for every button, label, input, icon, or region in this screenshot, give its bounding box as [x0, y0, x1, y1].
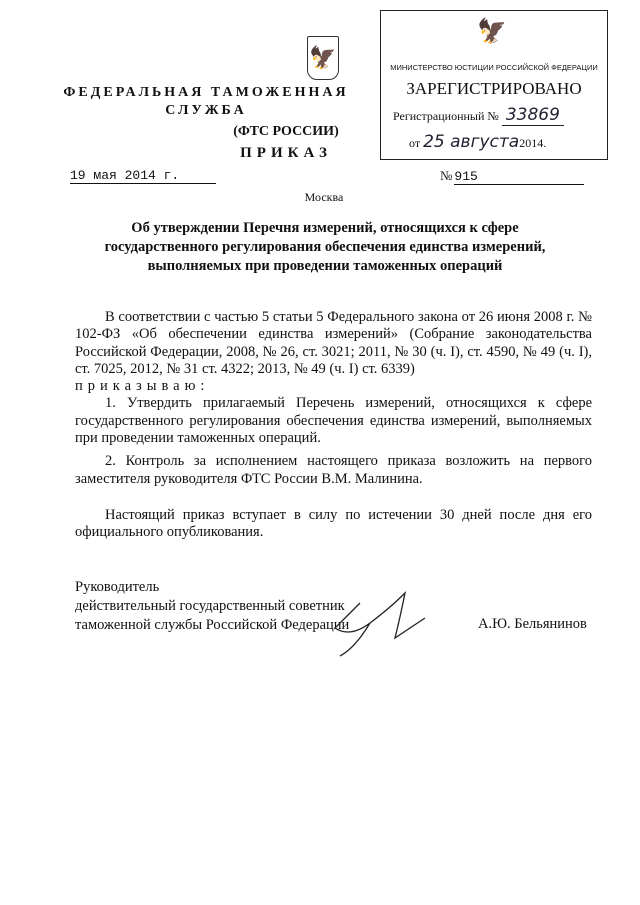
- registration-stamp: [380, 10, 608, 160]
- stamp-registered: ЗАРЕГИСТРИРОВАНО: [406, 79, 582, 98]
- number-value: 915: [454, 169, 584, 185]
- date-handwritten: 25 августа: [423, 132, 520, 152]
- order-word: приказываю:: [75, 378, 210, 395]
- stamp-date: [409, 132, 546, 152]
- document-body: [75, 309, 592, 542]
- coat-of-arms-icon: 🦅: [307, 36, 339, 80]
- item-1: 1. Утвердить прилагаемый Перечень измерений, относящихся к сфере государственного регулирования обеспечения единства измерений, выполняемых при проведении таможенных операций.: [75, 395, 592, 447]
- order-number: [440, 168, 584, 185]
- signatory-line-1: Руководитель: [75, 579, 160, 595]
- handwritten-signature: [330, 588, 440, 658]
- number-label: №: [440, 168, 453, 183]
- item-2: 2. Контроль за исполнением настоящего приказа возложить на первого заместителя руководителя ФТС России В.М. Малинина.: [75, 453, 592, 487]
- stamp-year: 2014.: [519, 136, 547, 150]
- order-date: 19 мая 2014 г.: [70, 168, 216, 184]
- preamble: В соответствии с частью 5 статьи 5 Федерального закона от 26 июня 2008 г. № 102-ФЗ «Об обеспечении единства измерений» (Собрание законодательства Российской Федерации, 2008, № 26, ст. 3021; 2011, № 30 (ч. I), ст. 4590, № 49 (ч. I), ст. 7025, 2012, № 31 ст. 4322; 2013, № 49 (ч. I) ст. 6339): [75, 309, 592, 377]
- signatory-title: [75, 578, 349, 635]
- stamp-ministry: МИНИСТЕРСТВО ЮСТИЦИИ РОССИЙСКОЙ ФЕДЕРАЦИИ: [390, 63, 598, 72]
- city: Москва: [304, 190, 344, 204]
- reg-number: 33869: [502, 105, 564, 126]
- signatory-name: А.Ю. Бельянинов: [478, 616, 587, 632]
- signatory-line-3: таможенной службы Российской Федерации: [75, 617, 350, 633]
- effective-clause: Настоящий приказ вступает в силу по истечении 30 дней после дня его официального опубликования.: [75, 506, 592, 541]
- agency-abbreviation: (ФТС РОССИИ): [233, 124, 339, 139]
- reg-label: Регистрационный №: [393, 109, 499, 123]
- stamp-emblem-icon: 🦅: [477, 19, 507, 45]
- agency-name: ФЕДЕРАЛЬНАЯ ТАМОЖЕННАЯ СЛУЖБА: [63, 85, 349, 118]
- signatory-line-2: действительный государственный советник: [75, 598, 345, 614]
- document-type: ПРИКАЗ: [240, 145, 332, 161]
- stamp-reg-number: [393, 105, 564, 125]
- date-prefix: от: [409, 136, 421, 150]
- document-title: Об утверждении Перечня измерений, относящихся к сфере государственного регулирования обеспечения единства измерений, выполняемых при проведении таможенных операций: [104, 220, 546, 274]
